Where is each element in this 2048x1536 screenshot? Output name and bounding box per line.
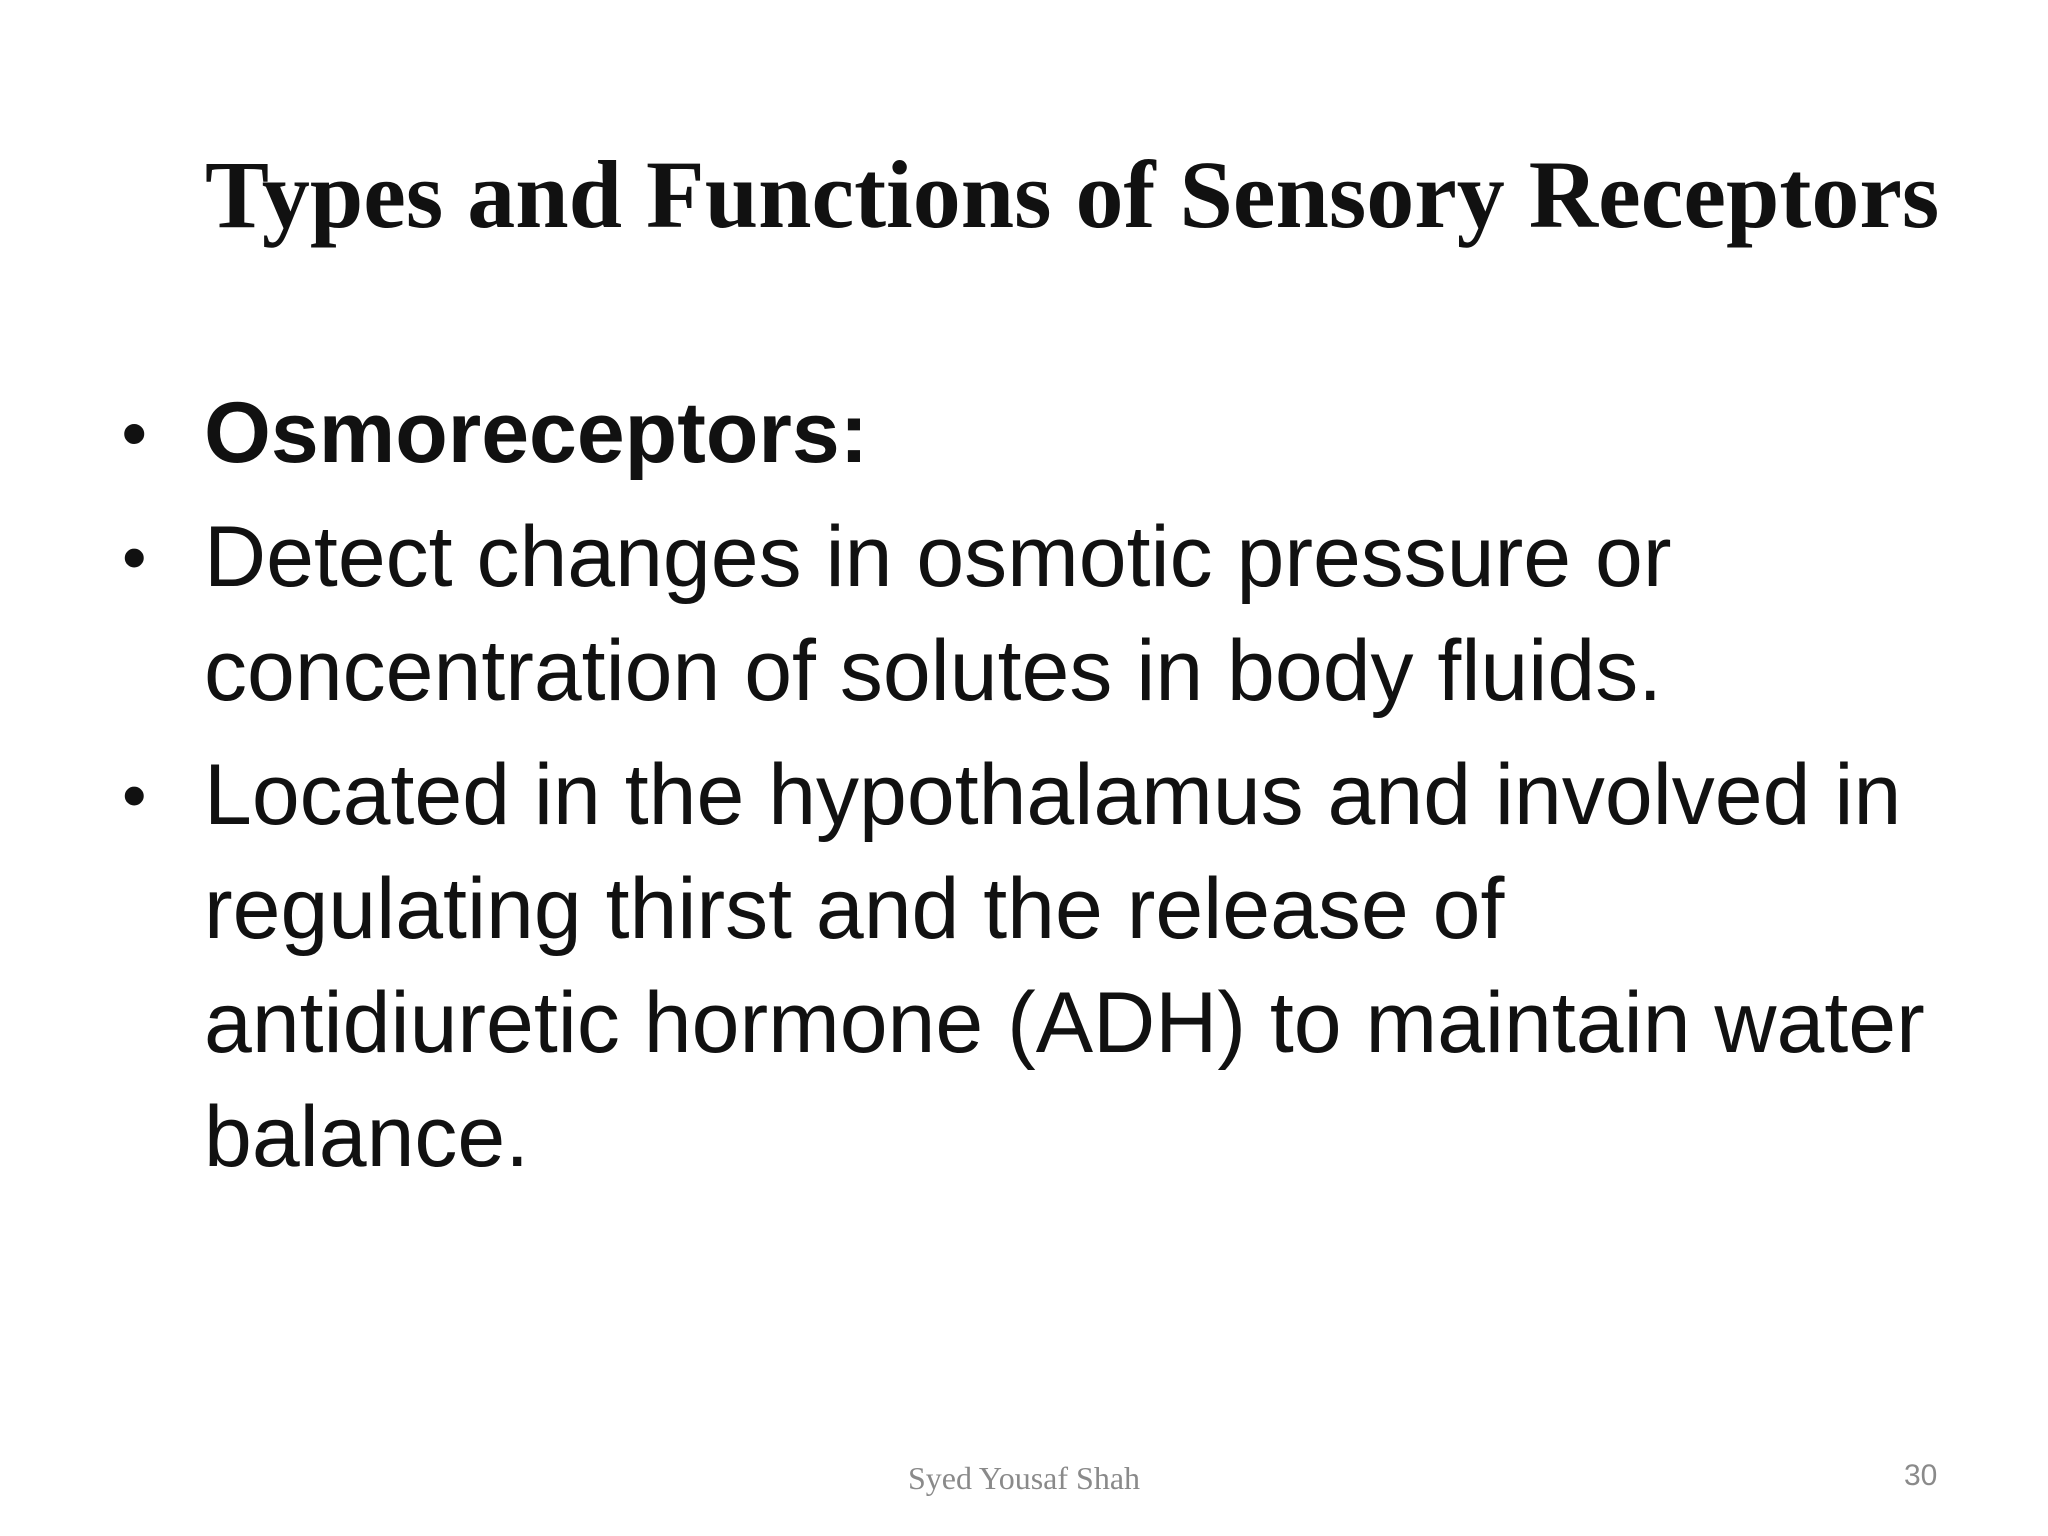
bullet-item-detect (120, 500, 1940, 728)
bullet-marker: • (122, 394, 147, 472)
bullet-list (120, 376, 1940, 1204)
bullet-text: Located in the hypothalamus and involved in regulating thirst and the release of antidiuretic hormone (ADH) to maintain water balance. (204, 747, 1925, 1185)
bullet-item-osmoreceptors (120, 376, 1940, 490)
bullet-item-located (120, 738, 1940, 1194)
bullet-text: Osmoreceptors: (204, 385, 869, 481)
bullet-marker: • (122, 756, 147, 834)
slide-title: Types and Functions of Sensory Receptors (205, 141, 1940, 248)
bullet-text: Detect changes in osmotic pressure or concentration of solutes in body fluids. (204, 509, 1672, 719)
bullet-marker: • (122, 518, 147, 596)
page-number: 30 (1904, 1459, 1938, 1492)
footer-author: Syed Yousaf Shah (908, 1460, 1141, 1496)
